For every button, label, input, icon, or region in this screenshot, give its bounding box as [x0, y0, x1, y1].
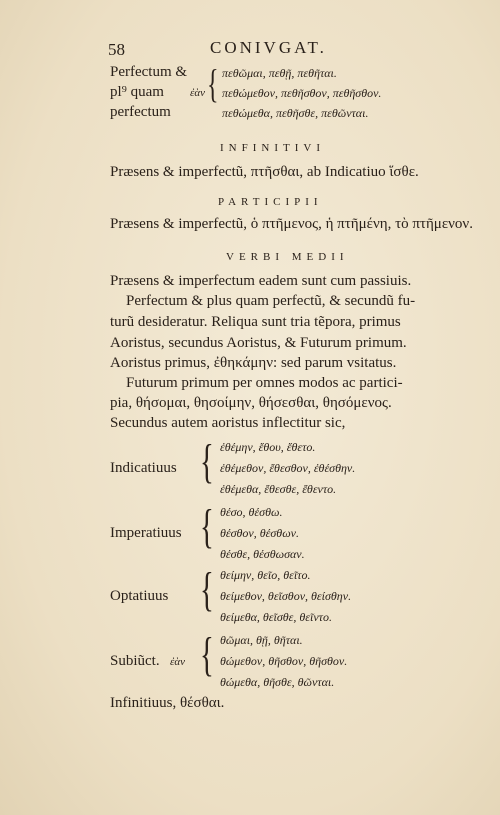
subjunctive-form-2: θώμεθον, θῆσθον, θῆσθον. — [220, 654, 348, 668]
prose-line-8: Secundus autem aoristus inflectitur sic, — [110, 415, 346, 431]
running-head: CONIVGAT. — [210, 38, 327, 57]
section-heading-verbi-medii: VERBI MEDII — [226, 251, 349, 263]
prose-line-5: Aoristus primus, ἐθηκάμην: sed parum vsitatus. — [110, 355, 397, 371]
optative-form-2: θείμεθον, θεῖσθον, θείσθην. — [220, 589, 352, 603]
top-label-2: pl⁹ quam — [110, 84, 164, 100]
page-number: 58 — [108, 40, 125, 59]
mood-brace: { — [200, 435, 214, 488]
top-brace: { — [207, 61, 219, 106]
prose-line-6: Futurum primum per omnes modos ac partici- — [126, 375, 403, 391]
prose-line-3: turũ desideratur. Reliqua sunt tria tẽpora, primus — [110, 314, 401, 330]
imperative-form-2: θέσθον, θέσθων. — [220, 526, 299, 540]
section-heading-infinitivi: INFINITIVI — [220, 142, 325, 154]
infinitive-line: Præsens & imperfectũ, πτῆσθαι, ab Indicatiuo ἵσθε. — [110, 164, 419, 180]
top-form-3: πεθώμεθα, πεθῆσθε, πεθῶνται. — [222, 106, 369, 120]
infinitive-final-line: Infinitiuus, θέσθαι. — [110, 695, 225, 711]
top-form-2: πεθώμεθον, πεθῆσθον, πεθῆσθον. — [222, 86, 382, 100]
subjunctive-form-1: θῶμαι, θῇ, θῆται. — [220, 633, 303, 647]
mood-brace: { — [200, 500, 214, 553]
participle-line: Præsens & imperfectũ, ὁ πτῆμενος, ἡ πτῆμένη, τὸ πτῆμενον. — [110, 216, 473, 232]
indicative-form-3: ἐθέμεθα, ἔθεσθε, ἔθεντο. — [220, 482, 337, 496]
mood-label-indicatiuus: Indicatiuus — [110, 460, 177, 476]
prose-line-2: Perfectum & plus quam perfectũ, & secundũ fu- — [126, 293, 416, 309]
optative-form-3: θείμεθα, θεῖσθε, θεῖντο. — [220, 610, 332, 624]
subjunctive-form-3: θώμεθα, θῆσθε, θῶνται. — [220, 675, 335, 689]
imperative-form-3: θέσθε, θέσθωσαν. — [220, 547, 305, 561]
prose-line-1: Præsens & imperfectum eadem sunt cum passiuis. — [110, 273, 412, 289]
mood-brace: { — [200, 563, 214, 616]
imperative-form-1: θέσο, θέσθω. — [220, 505, 283, 519]
indicative-form-2: ἐθέμεθον, ἔθεσθον, ἐθέσθην. — [220, 461, 356, 475]
top-label-3: perfectum — [110, 104, 171, 120]
prose-line-7: pia, θήσομαι, θησοίμην, θήσεσθαι, θησόμενος. — [110, 395, 392, 411]
mood-brace: { — [200, 628, 214, 681]
mood-label-subiunctiuus: Subiũct. — [110, 653, 160, 669]
top-form-1: πεθῶμαι, πεθῇ, πεθῆται. — [222, 66, 337, 80]
section-heading-participii: PARTICIPII — [218, 196, 323, 208]
mood-label-imperatiuus: Imperatiuus — [110, 525, 182, 541]
subjunctive-particle: ἐὰν — [170, 656, 185, 668]
mood-label-optatiuus: Optatiuus — [110, 588, 169, 604]
top-particle: ἐὰν — [190, 87, 205, 99]
prose-line-4: Aoristus, secundus Aoristus, & Futurum primum. — [110, 335, 407, 351]
top-label-1: Perfectum & — [110, 64, 188, 80]
indicative-form-1: ἐθέμην, ἔθου, ἔθετο. — [220, 440, 316, 454]
optative-form-1: θείμην, θεῖο, θεῖτο. — [220, 568, 311, 582]
